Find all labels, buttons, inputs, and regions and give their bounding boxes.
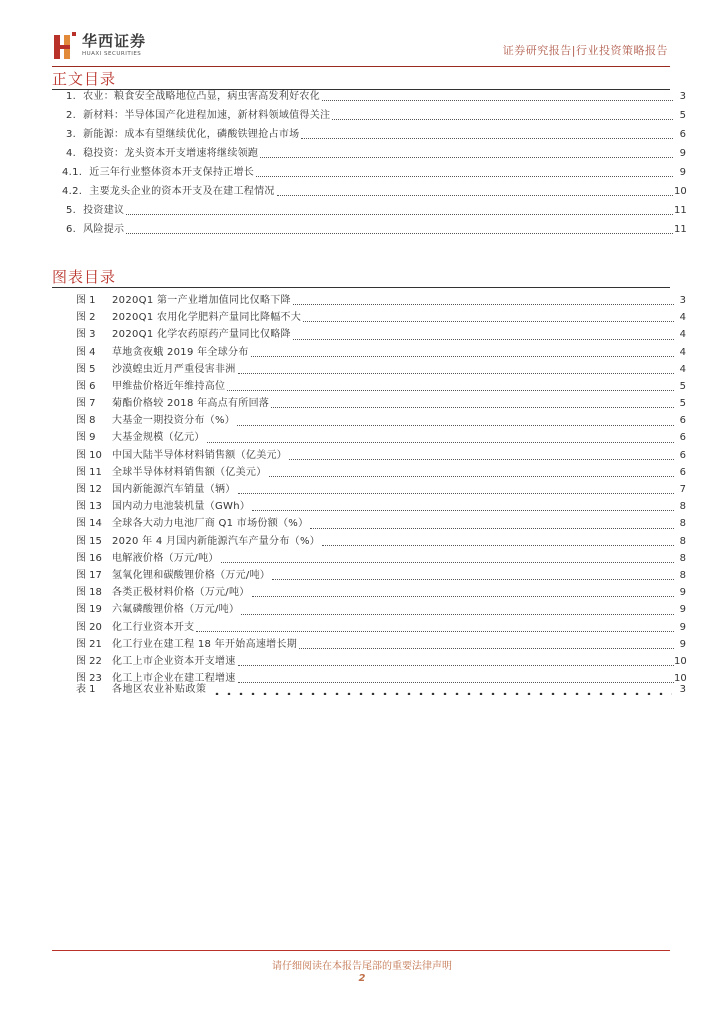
page-number: 2 — [358, 973, 366, 984]
figure-entry[interactable] — [76, 309, 686, 326]
figure-number: 图 7 — [76, 398, 96, 410]
figure-number: 图 14 — [76, 518, 102, 530]
figures-title-rule — [52, 287, 670, 288]
toc-item-label — [66, 87, 322, 106]
toc-item-text: 稳投资：龙头资本开支增速将继续领跑 — [83, 148, 259, 159]
toc-item-label — [62, 163, 256, 182]
figure-page: 9 — [679, 621, 686, 633]
figure-label: 各类正极材料价格（万元/吨） — [112, 587, 250, 599]
figure-page: 10 — [674, 655, 687, 667]
toc-item[interactable] — [66, 144, 686, 163]
figure-number: 图 21 — [76, 638, 102, 650]
figure-label: 全球半导体材料销售额（亿美元） — [112, 466, 267, 478]
figure-entry[interactable] — [76, 550, 686, 567]
toc-item-label — [66, 144, 260, 163]
figure-number: 图 11 — [76, 466, 102, 478]
figure-page: 9 — [679, 587, 686, 599]
figure-number: 图 13 — [76, 501, 102, 513]
figures-title: 图表目录 — [52, 268, 117, 286]
page-header — [52, 30, 670, 67]
logo-english-name: HUAXI SECURITIES — [82, 51, 142, 58]
figure-entry[interactable] — [76, 430, 686, 447]
table-page: 3 — [679, 684, 686, 695]
toc-item-number: 5. — [66, 205, 77, 216]
figure-entry[interactable] — [76, 653, 686, 670]
toc-item-number: 2. — [66, 110, 77, 121]
dot-leader — [272, 578, 674, 580]
toc-item-number: 4.1. — [62, 167, 83, 178]
dot-leader — [238, 492, 674, 494]
figure-page: 6 — [679, 449, 686, 461]
figure-entry[interactable] — [76, 636, 686, 653]
figure-entry[interactable] — [76, 378, 686, 395]
report-type: 证券研究报告|行业投资策略报告 — [502, 44, 668, 57]
huaxi-logo-icon — [52, 32, 78, 60]
figure-label: 国内动力电池装机量（GWh） — [112, 501, 251, 513]
dot-leader — [322, 544, 674, 546]
figure-label: 2020 年 4 月国内新能源汽车产量分布（%） — [112, 535, 321, 547]
toc-item-label — [66, 106, 332, 125]
figure-page: 8 — [679, 501, 686, 513]
figure-label: 2020Q1 第一产业增加值同比仅略下降 — [112, 294, 291, 306]
figure-label: 国内新能源汽车销量（辆） — [112, 484, 236, 496]
figure-number: 图 19 — [76, 604, 102, 616]
figure-number: 图 5 — [76, 363, 96, 375]
figure-label: 菊酯价格较 2018 年高点有所回落 — [112, 398, 270, 410]
figure-label: 氢氧化锂和碳酸锂价格（万元/吨） — [112, 569, 271, 581]
dot-leader — [301, 137, 673, 139]
figure-number: 图 1 — [76, 294, 96, 306]
toc-item-text: 新能源：成本有望继续优化，磷酸铁锂抢占市场 — [83, 129, 300, 140]
toc-item-text: 投资建议 — [83, 205, 125, 216]
dot-leader — [238, 372, 674, 374]
figure-label: 化工行业在建工程 18 年开始高速增长期 — [112, 638, 298, 650]
figure-page: 6 — [679, 466, 686, 478]
figure-number: 图 9 — [76, 432, 96, 444]
toc-item[interactable] — [66, 87, 686, 106]
figure-entry[interactable] — [76, 447, 686, 464]
footer-disclaimer: 请仔细阅读在本报告尾部的重要法律声明 — [272, 961, 452, 972]
figure-number: 图 22 — [76, 655, 102, 667]
figure-entry[interactable] — [76, 498, 686, 515]
figure-page: 8 — [679, 569, 686, 581]
figure-number: 图 17 — [76, 569, 102, 581]
figure-page: 6 — [679, 432, 686, 444]
toc-item-text: 农业：粮食安全战略地位凸显，病虫害高发利好农化 — [83, 91, 321, 102]
dot-leader — [322, 99, 673, 101]
toc-item-page: 6 — [679, 129, 686, 140]
figure-number: 图 4 — [76, 346, 96, 358]
figure-page: 5 — [679, 380, 686, 392]
figure-entry[interactable] — [76, 292, 686, 309]
dot-leader — [310, 527, 674, 529]
dot-leader — [207, 441, 674, 443]
figure-page: 8 — [679, 552, 686, 564]
toc-item-number: 4. — [66, 148, 77, 159]
figure-label: 化工上市企业在建工程增速 — [112, 673, 236, 685]
toc-list — [62, 87, 687, 239]
figure-page: 8 — [679, 518, 686, 530]
dot-leader — [238, 664, 674, 666]
figure-page: 10 — [674, 673, 687, 685]
figure-page: 4 — [679, 363, 686, 375]
figure-label: 化工上市企业资本开支增速 — [112, 655, 236, 667]
toc-item-page: 9 — [679, 167, 686, 178]
dot-leader — [303, 320, 674, 322]
figure-label: 沙漠蝗虫近月严重侵害非洲 — [112, 363, 236, 375]
toc-item-label — [66, 220, 126, 239]
figure-label: 中国大陆半导体材料销售额（亿美元） — [112, 449, 288, 461]
figure-label: 化工行业资本开支 — [112, 621, 195, 633]
figure-entry[interactable] — [76, 619, 686, 636]
figure-page: 6 — [679, 415, 686, 427]
figure-entry[interactable] — [76, 395, 686, 412]
toc-item-text: 近三年行业整体资本开支保持正增长 — [89, 167, 255, 178]
figure-number: 图 18 — [76, 587, 102, 599]
dot-leader — [252, 509, 674, 511]
dot-leader — [293, 338, 674, 340]
dot-leader — [221, 561, 674, 563]
toc-item-number: 3. — [66, 129, 77, 140]
toc-item-label — [66, 201, 126, 220]
dot-leader — [299, 647, 674, 649]
dot-leader — [126, 232, 673, 234]
figure-number: 图 3 — [76, 329, 96, 341]
figure-entry[interactable] — [76, 464, 686, 481]
figure-entry[interactable] — [76, 412, 686, 429]
toc-item-number: 6. — [66, 224, 77, 235]
figure-label: 草地贪夜蛾 2019 年全球分布 — [112, 346, 249, 358]
figure-entry[interactable] — [76, 326, 686, 343]
dot-leader — [211, 692, 673, 695]
toc-item-text: 新材料：半导体国产化进程加速，新材料领域值得关注 — [83, 110, 331, 121]
table-number: 表 1 — [76, 684, 96, 695]
dot-leader — [241, 613, 674, 615]
figure-label: 全球各大动力电池厂商 Q1 市场份额（%） — [112, 518, 309, 530]
figure-page: 9 — [679, 604, 686, 616]
toc-item-page: 11 — [674, 205, 687, 216]
figure-page: 4 — [679, 312, 686, 324]
figure-label: 大基金一期投资分布（%） — [112, 415, 236, 427]
dot-leader — [227, 389, 674, 391]
figure-entry[interactable] — [76, 584, 686, 601]
toc-item-text: 风险提示 — [83, 224, 125, 235]
figure-number: 图 20 — [76, 621, 102, 633]
figure-number: 图 12 — [76, 484, 102, 496]
figure-label: 六氟磷酸锂价格（万元/吨） — [112, 604, 240, 616]
dot-leader — [332, 118, 673, 120]
toc-item-label — [66, 125, 301, 144]
dot-leader — [251, 355, 674, 357]
toc-item[interactable] — [66, 201, 686, 220]
figure-number: 图 15 — [76, 535, 102, 547]
toc-item-page: 10 — [674, 186, 687, 197]
toc-item-number: 4.2. — [62, 186, 83, 197]
toc-item[interactable] — [66, 220, 686, 239]
figure-page: 4 — [679, 346, 686, 358]
figure-label: 2020Q1 化学农药原药产量同比仅略降 — [112, 329, 291, 341]
table-label: 各地区农业补贴政策 — [112, 684, 207, 695]
figure-number: 图 2 — [76, 312, 96, 324]
dot-leader — [252, 595, 674, 597]
toc-item-text: 主要龙头企业的资本开支及在建工程情况 — [89, 186, 275, 197]
figure-page: 3 — [679, 294, 686, 306]
figure-number: 图 8 — [76, 415, 96, 427]
toc-item[interactable] — [66, 106, 686, 125]
figure-label: 2020Q1 农用化学肥料产量同比降幅不大 — [112, 312, 302, 324]
toc-item[interactable] — [62, 163, 686, 182]
figure-entry[interactable] — [76, 481, 686, 498]
dot-leader — [271, 406, 674, 408]
toc-item-number: 1. — [66, 91, 77, 102]
dot-leader — [196, 630, 674, 632]
figure-entry[interactable] — [76, 533, 686, 550]
footer-rule — [52, 950, 670, 951]
figure-entry[interactable] — [76, 601, 686, 618]
figure-number: 图 23 — [76, 673, 102, 685]
figure-number: 图 16 — [76, 552, 102, 564]
figure-entry[interactable] — [76, 515, 686, 532]
figure-entry[interactable] — [76, 361, 686, 378]
dot-leader — [260, 156, 673, 158]
figure-page: 4 — [679, 329, 686, 341]
logo-chinese-name: 华西证券 — [82, 32, 147, 51]
figure-page: 8 — [679, 535, 686, 547]
table-entry[interactable] — [76, 681, 686, 699]
toc-item-page: 5 — [679, 110, 686, 121]
figures-list — [76, 292, 686, 687]
toc-title: 正文目录 — [52, 70, 117, 88]
figure-number: 图 10 — [76, 449, 102, 461]
toc-item-label — [62, 182, 277, 201]
toc-item[interactable] — [62, 182, 686, 201]
dot-leader — [269, 475, 675, 477]
figure-page: 7 — [679, 484, 686, 496]
dot-leader — [237, 424, 674, 426]
figure-label: 甲维盐价格近年维持高位 — [112, 380, 226, 392]
figure-entry[interactable] — [76, 344, 686, 361]
figure-label: 电解液价格（万元/吨） — [112, 552, 219, 564]
dot-leader — [289, 458, 674, 460]
company-logo — [52, 30, 146, 62]
figure-label: 大基金规模（亿元） — [112, 432, 205, 444]
figure-page: 5 — [679, 398, 686, 410]
figure-number: 图 6 — [76, 380, 96, 392]
toc-item[interactable] — [66, 125, 686, 144]
toc-item-page: 11 — [674, 224, 687, 235]
figure-entry[interactable] — [76, 567, 686, 584]
toc-item-page: 3 — [679, 91, 686, 102]
figure-page: 9 — [679, 638, 686, 650]
dot-leader — [277, 194, 673, 196]
dot-leader — [293, 303, 674, 305]
dot-leader — [126, 213, 673, 215]
dot-leader — [256, 175, 673, 177]
toc-item-page: 9 — [679, 148, 686, 159]
